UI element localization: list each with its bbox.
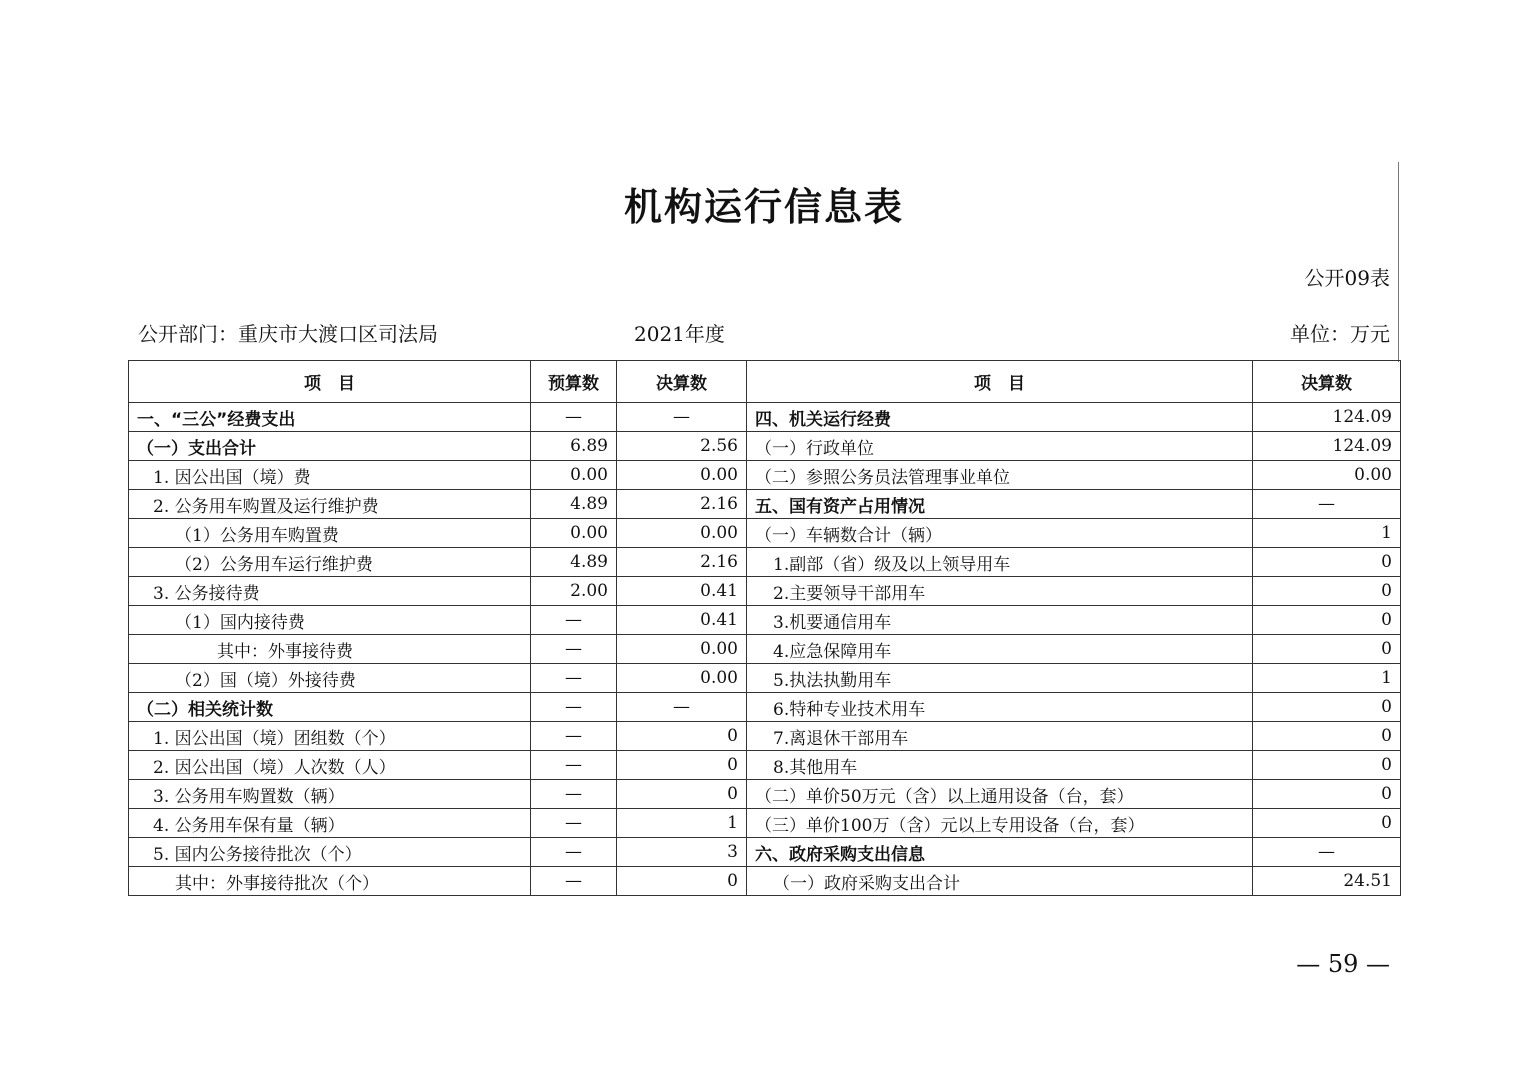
left-item: （2）国（境）外接待费 <box>129 664 531 693</box>
budget-cell: — <box>531 635 617 664</box>
final-cell: — <box>617 403 747 432</box>
budget-cell: — <box>531 838 617 867</box>
left-item: 4. 公务用车保有量（辆） <box>129 809 531 838</box>
right-item: 7.离退休干部用车 <box>747 722 1253 751</box>
left-item: （二）相关统计数 <box>129 693 531 722</box>
left-item: 5. 国内公务接待批次（个） <box>129 838 531 867</box>
final-cell: — <box>617 693 747 722</box>
right-value: — <box>1253 838 1401 867</box>
right-value: — <box>1253 490 1401 519</box>
page-title: 机构运行信息表 <box>623 185 904 229</box>
final-cell: 0.00 <box>617 519 747 548</box>
table-row <box>129 664 1401 693</box>
final-cell: 0 <box>617 867 747 896</box>
department-label: 公开部门：重庆市大渡口区司法局 <box>138 322 438 346</box>
left-item: 2. 公务用车购置及运行维护费 <box>129 490 531 519</box>
final-cell: 2.16 <box>617 490 747 519</box>
right-item: 五、国有资产占用情况 <box>747 490 1253 519</box>
budget-cell: — <box>531 722 617 751</box>
left-item: 3. 公务接待费 <box>129 577 531 606</box>
final-cell: 0.00 <box>617 461 747 490</box>
table-header-row <box>129 361 1401 403</box>
budget-cell: — <box>531 606 617 635</box>
table-row <box>129 461 1401 490</box>
left-item: 其中：外事接待费 <box>129 635 531 664</box>
right-value: 0 <box>1253 722 1401 751</box>
budget-cell: — <box>531 403 617 432</box>
budget-cell: — <box>531 780 617 809</box>
budget-cell: 0.00 <box>531 461 617 490</box>
right-item: 3.机要通信用车 <box>747 606 1253 635</box>
left-item: 1. 因公出国（境）团组数（个） <box>129 722 531 751</box>
right-value: 0 <box>1253 780 1401 809</box>
right-value: 24.51 <box>1253 867 1401 896</box>
right-item: （一）政府采购支出合计 <box>747 867 1253 896</box>
budget-cell: — <box>531 867 617 896</box>
budget-cell: — <box>531 664 617 693</box>
left-item: 一、“三公”经费支出 <box>129 403 531 432</box>
left-item: （1）公务用车购置费 <box>129 519 531 548</box>
right-value: 0 <box>1253 635 1401 664</box>
budget-cell: 6.89 <box>531 432 617 461</box>
right-value: 1 <box>1253 519 1401 548</box>
right-item: （二）参照公务员法管理事业单位 <box>747 461 1253 490</box>
budget-cell: 4.89 <box>531 490 617 519</box>
right-value: 0 <box>1253 751 1401 780</box>
table-row <box>129 403 1401 432</box>
right-item: 四、机关运行经费 <box>747 403 1253 432</box>
unit-label: 单位：万元 <box>1290 322 1390 346</box>
left-item: （一）支出合计 <box>129 432 531 461</box>
info-table <box>128 360 1401 896</box>
budget-cell: 2.00 <box>531 577 617 606</box>
right-item: （二）单价50万元（含）以上通用设备（台，套） <box>747 780 1253 809</box>
header-final-left: 决算数 <box>617 361 747 403</box>
table-number: 公开09表 <box>1304 266 1390 290</box>
table-row <box>129 751 1401 780</box>
table-row <box>129 693 1401 722</box>
right-item: （三）单价100万（含）元以上专用设备（台，套） <box>747 809 1253 838</box>
header-item-left: 项 目 <box>129 361 531 403</box>
right-value: 0.00 <box>1253 461 1401 490</box>
right-value: 0 <box>1253 577 1401 606</box>
table-row <box>129 432 1401 461</box>
right-value: 124.09 <box>1253 432 1401 461</box>
right-item: 4.应急保障用车 <box>747 635 1253 664</box>
final-cell: 0 <box>617 780 747 809</box>
budget-cell: — <box>531 751 617 780</box>
final-cell: 0.41 <box>617 606 747 635</box>
final-cell: 1 <box>617 809 747 838</box>
budget-cell: 0.00 <box>531 519 617 548</box>
table-row <box>129 548 1401 577</box>
final-cell: 3 <box>617 838 747 867</box>
table-row <box>129 780 1401 809</box>
table-row <box>129 722 1401 751</box>
right-value: 1 <box>1253 664 1401 693</box>
right-item: 2.主要领导干部用车 <box>747 577 1253 606</box>
left-item: 2. 因公出国（境）人次数（人） <box>129 751 531 780</box>
budget-cell: — <box>531 693 617 722</box>
right-item: 8.其他用车 <box>747 751 1253 780</box>
year-label: 2021年度 <box>634 322 725 346</box>
header-item-right: 项 目 <box>747 361 1253 403</box>
left-item: （2）公务用车运行维护费 <box>129 548 531 577</box>
left-item: （1）国内接待费 <box>129 606 531 635</box>
right-value: 124.09 <box>1253 403 1401 432</box>
right-value: 0 <box>1253 606 1401 635</box>
left-item: 其中：外事接待批次（个） <box>129 867 531 896</box>
final-cell: 0.00 <box>617 664 747 693</box>
right-item: 6.特种专业技术用车 <box>747 693 1253 722</box>
right-value: 0 <box>1253 693 1401 722</box>
budget-cell: 4.89 <box>531 548 617 577</box>
table-row <box>129 606 1401 635</box>
right-item: （一）车辆数合计（辆） <box>747 519 1253 548</box>
final-cell: 0.41 <box>617 577 747 606</box>
final-cell: 0 <box>617 751 747 780</box>
final-cell: 0 <box>617 722 747 751</box>
page-number: — 59 — <box>1296 950 1390 978</box>
table-row <box>129 519 1401 548</box>
table-row <box>129 577 1401 606</box>
final-cell: 0.00 <box>617 635 747 664</box>
final-cell: 2.16 <box>617 548 747 577</box>
budget-cell: — <box>531 809 617 838</box>
table-row <box>129 867 1401 896</box>
right-value: 0 <box>1253 809 1401 838</box>
table-row <box>129 490 1401 519</box>
table-row <box>129 838 1401 867</box>
header-final-right: 决算数 <box>1253 361 1401 403</box>
header-budget: 预算数 <box>531 361 617 403</box>
right-item: 1.副部（省）级及以上领导用车 <box>747 548 1253 577</box>
right-item: 六、政府采购支出信息 <box>747 838 1253 867</box>
right-item: 5.执法执勤用车 <box>747 664 1253 693</box>
table-row <box>129 809 1401 838</box>
left-item: 1. 因公出国（境）费 <box>129 461 531 490</box>
table-row <box>129 635 1401 664</box>
right-item: （一）行政单位 <box>747 432 1253 461</box>
right-value: 0 <box>1253 548 1401 577</box>
left-item: 3. 公务用车购置数（辆） <box>129 780 531 809</box>
final-cell: 2.56 <box>617 432 747 461</box>
